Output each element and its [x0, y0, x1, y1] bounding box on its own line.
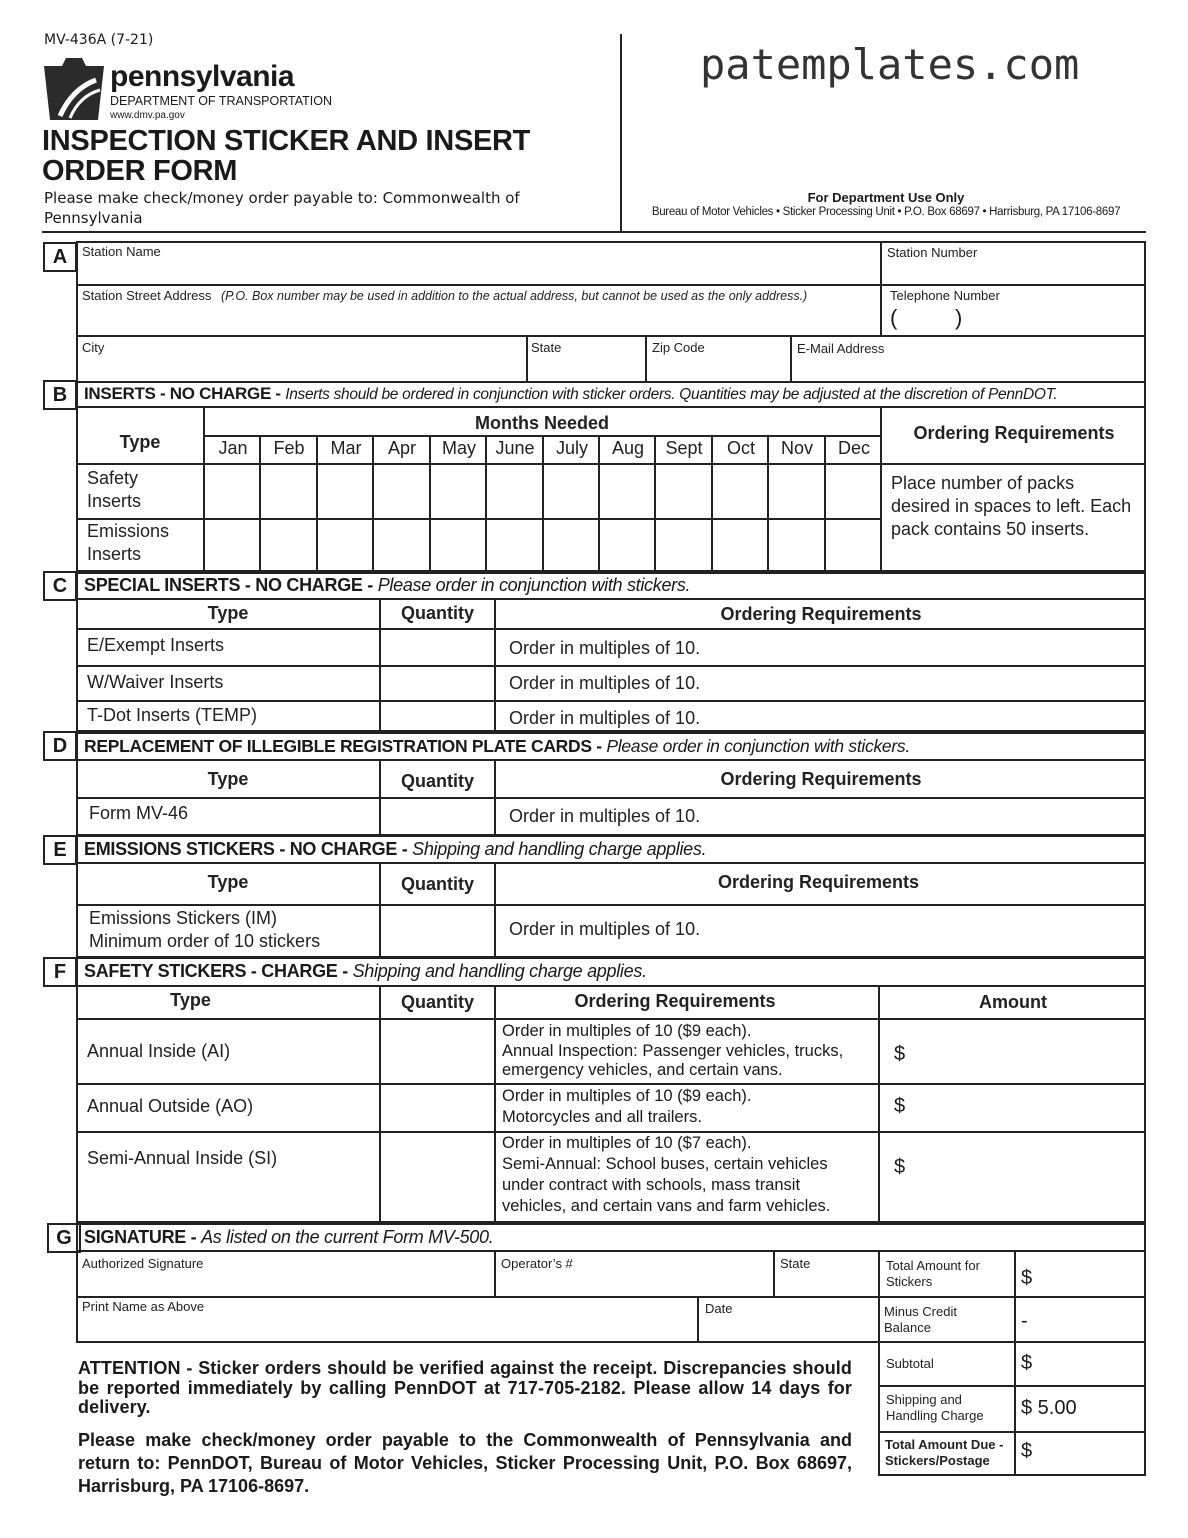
form-code: MV-436A (7-21) [44, 32, 154, 48]
attention-note: ATTENTION - Sticker orders should be verified against the receipt. Discrepancies should be reported immediately by calling PennDOT at 717-705-2182. Please allow 14 days for delivery. [78, 1358, 852, 1417]
g-state-field[interactable]: State [780, 1256, 811, 1271]
semi-annual-req1: Order in multiples of 10 ($7 each). [502, 1134, 752, 1152]
section-e-letter: E [43, 835, 77, 865]
station-name-field[interactable]: Station Name [82, 244, 161, 259]
section-b-title [84, 384, 1057, 404]
emissions-inserts-line1: Emissions [87, 521, 170, 541]
waiver-inserts-req: Order in multiples of 10. [509, 673, 701, 693]
form-title-line1: INSPECTION STICKER AND INSERT [42, 125, 531, 157]
annual-outside-req1: Order in multiples of 10 ($9 each). [502, 1087, 752, 1105]
month-header-2: Mar [330, 438, 362, 458]
semi-annual-req3: under contract with schools, mass transit [502, 1176, 801, 1194]
safety-insert-cell[interactable] [656, 465, 710, 518]
e-req-header: Ordering Requirements [717, 872, 920, 892]
street-address-note: (P.O. Box number may be used in addition to the actual address, but cannot be used as the only address.) [220, 289, 808, 303]
section-d-title [84, 736, 910, 757]
month-header-10: Nov [780, 438, 813, 458]
city-field[interactable]: City [82, 340, 105, 355]
emissions-insert-cell[interactable] [374, 520, 428, 570]
total-due-label [885, 1437, 1003, 1469]
telephone-field[interactable]: Telephone Number [890, 288, 1000, 303]
month-header-8: Sept [665, 438, 703, 458]
section-f-letter: F [43, 957, 77, 987]
e-type-header: Type [207, 872, 249, 892]
mv46-req: Order in multiples of 10. [509, 806, 701, 826]
zip-field[interactable]: Zip Code [652, 340, 705, 355]
section-b-note: Inserts should be ordered in conjunction with sticker orders. Quantities may be adjusted at the discretion of PennDOT. [285, 386, 1058, 403]
emissions-inserts-line2: Inserts [87, 544, 142, 564]
month-header-3: Apr [387, 438, 416, 458]
section-f-heading: SAFETY STICKERS - CHARGE - [84, 961, 353, 981]
print-name-field[interactable]: Print Name as Above [82, 1299, 205, 1314]
shipping-value: $ 5.00 [1021, 1397, 1077, 1419]
section-g-note: As listed on the current Form MV-500. [201, 1227, 494, 1247]
emissions-insert-cell[interactable] [205, 520, 259, 570]
date-field[interactable]: Date [705, 1301, 733, 1316]
safety-insert-cell[interactable] [205, 465, 259, 518]
total-stickers-label [886, 1258, 980, 1290]
annual-outside-req2: Motorcycles and all trailers. [502, 1108, 702, 1126]
section-c-letter: C [43, 571, 77, 601]
safety-inserts-line1: Safety [87, 468, 139, 488]
semi-annual-req [502, 1133, 830, 1217]
section-f-title [84, 961, 647, 982]
total-stickers-line1: Total Amount for [886, 1258, 980, 1273]
emissions-stickers-label [89, 907, 320, 953]
section-c-heading: SPECIAL INSERTS - NO CHARGE - [84, 575, 378, 595]
waiver-inserts-label: W/Waiver Inserts [87, 672, 224, 692]
emissions-insert-cell[interactable] [487, 520, 541, 570]
f-req-header: Ordering Requirements [574, 991, 776, 1011]
waiver-qty-input[interactable] [381, 667, 494, 700]
state-field[interactable]: State [531, 340, 562, 355]
watermark: patemplates.com [700, 40, 1080, 89]
mv46-label: Form MV-46 [89, 803, 189, 823]
phone-paren-close: ) [955, 305, 963, 330]
street-address-label: Station Street Address [82, 288, 212, 303]
month-header-6: July [555, 438, 588, 458]
section-f-note: Shipping and handling charge applies. [352, 961, 647, 981]
shipping-line1: Shipping and [886, 1392, 962, 1407]
safety-insert-cell[interactable] [826, 465, 880, 518]
section-e-note: Shipping and handling charge applies. [412, 839, 707, 859]
safety-inserts-label [87, 467, 141, 513]
tdot-qty-input[interactable] [381, 702, 494, 732]
annual-inside-qty-input[interactable] [381, 1020, 494, 1083]
emissions-insert-cell[interactable] [318, 520, 372, 570]
annual-inside-req3: emergency vehicles, and certain vans. [502, 1061, 783, 1079]
d-type-header: Type [207, 769, 249, 789]
section-c-note: Please order in conjunction with stickers. [377, 575, 691, 595]
b-req-header: Ordering Requirements [913, 423, 1115, 443]
semi-annual-label: Semi-Annual Inside (SI) [87, 1148, 278, 1168]
safety-insert-cell[interactable] [374, 465, 428, 518]
semi-annual-req4: vehicles, and certain vans and farm vehicles. [502, 1197, 831, 1215]
month-header-5: June [495, 438, 535, 458]
emissions-insert-cell[interactable] [826, 520, 880, 570]
section-d-note: Please order in conjunction with stickers. [606, 736, 910, 756]
section-b-heading: INSERTS - NO CHARGE - [84, 384, 286, 403]
annual-inside-label: Annual Inside (AI) [87, 1041, 231, 1061]
credit-balance-line2: Balance [884, 1320, 931, 1335]
safety-insert-cell[interactable] [487, 465, 541, 518]
credit-balance-value[interactable]: - [1021, 1310, 1028, 1332]
exempt-qty-input[interactable] [381, 630, 494, 665]
credit-balance-line1: Minus Credit [884, 1304, 957, 1319]
return-note: Please make check/money order payable to the Commonwealth of Pennsylvania and return to: PennDOT, Bureau of Motor Vehicles, Sticker Processing Unit, P.O. Box 68697, Harrisburg, PA 17106-8697. [78, 1430, 852, 1496]
credit-balance-label [884, 1304, 957, 1336]
safety-insert-cell[interactable] [713, 465, 767, 518]
emissions-insert-cell[interactable] [600, 520, 654, 570]
annual-inside-req1: Order in multiples of 10 ($9 each). [502, 1022, 752, 1040]
semi-annual-req2: Semi-Annual: School buses, certain vehicles [502, 1155, 828, 1173]
exempt-inserts-req: Order in multiples of 10. [509, 638, 701, 658]
c-qty-header: Quantity [400, 603, 474, 623]
section-e-heading: EMISSIONS STICKERS - NO CHARGE - [84, 839, 413, 859]
emissions-insert-cell[interactable] [544, 520, 598, 570]
emissions-insert-cell[interactable] [261, 520, 315, 570]
emissions-insert-cell[interactable] [769, 520, 823, 570]
section-d-letter: D [43, 731, 77, 761]
mv46-qty-input[interactable] [381, 799, 494, 835]
total-due-line2: Stickers/Postage [885, 1453, 990, 1468]
safety-insert-cell[interactable] [769, 465, 823, 518]
shipping-line2: Handling Charge [886, 1408, 984, 1423]
annual-inside-req [502, 1022, 843, 1081]
section-c-title [84, 575, 690, 596]
f-amount-header: Amount [979, 992, 1047, 1012]
total-due-line1: Total Amount Due - [885, 1437, 1004, 1452]
emissions-stickers-line1: Emissions Stickers (IM) [89, 908, 278, 928]
total-due-value[interactable]: $ [1021, 1440, 1033, 1462]
month-header-4: May [441, 438, 476, 458]
phone-paren-open: ( [890, 305, 898, 330]
section-a-letter: A [43, 242, 77, 272]
annual-outside-req [502, 1086, 751, 1128]
annual-outside-qty-input[interactable] [381, 1085, 494, 1131]
penndot-logo [42, 58, 342, 122]
form-title [42, 126, 530, 186]
b-req-text: Place number of packs desired in spaces to left. Each pack contains 50 inserts. [891, 473, 1132, 539]
d-qty-header: Quantity [400, 771, 474, 791]
payable-note: Please make check/money order payable to: Commonwealth of Pennsylvania [44, 189, 520, 227]
section-g-letter: G [47, 1223, 81, 1253]
authorized-signature-field[interactable]: Authorized Signature [82, 1256, 204, 1271]
emissions-insert-cell[interactable] [656, 520, 710, 570]
safety-insert-cell[interactable] [431, 465, 485, 518]
month-header-1: Feb [273, 438, 305, 458]
section-d-heading: REPLACEMENT OF ILLEGIBLE REGISTRATION PLATE CARDS - [84, 736, 607, 756]
emissions-insert-cell[interactable] [713, 520, 767, 570]
section-g-title [84, 1227, 493, 1248]
semi-annual-amount[interactable]: $ [894, 1156, 906, 1178]
safety-insert-cell[interactable] [544, 465, 598, 518]
month-header-11: Dec [837, 438, 870, 458]
emissions-stickers-line2: Minimum order of 10 stickers [89, 931, 321, 951]
section-e-title [84, 839, 706, 860]
street-address-field[interactable] [82, 288, 807, 303]
shipping-label [886, 1392, 984, 1424]
f-qty-header: Quantity [400, 992, 474, 1012]
logo-name: pennsylvania [110, 60, 295, 93]
subtotal-value[interactable]: $ [1021, 1352, 1033, 1374]
dept-use-label: For Department Use Only [807, 190, 965, 205]
b-type-header: Type [119, 432, 161, 452]
station-number-field[interactable]: Station Number [887, 245, 978, 260]
annual-outside-label: Annual Outside (AO) [87, 1096, 254, 1116]
e-qty-header: Quantity [400, 874, 474, 894]
annual-inside-amount[interactable]: $ [894, 1043, 906, 1065]
keystone-icon [42, 58, 106, 120]
safety-insert-cell[interactable] [318, 465, 372, 518]
annual-outside-amount[interactable]: $ [894, 1095, 906, 1117]
b-months-header: Months Needed [474, 413, 609, 433]
form-title-line2: ORDER FORM [42, 155, 238, 187]
email-field[interactable]: E-Mail Address [797, 341, 885, 356]
emissions-insert-cell[interactable] [431, 520, 485, 570]
annual-inside-req2: Annual Inspection: Passenger vehicles, trucks, [502, 1041, 844, 1060]
logo-url: www.dmv.pa.gov [110, 110, 185, 121]
bureau-address: Bureau of Motor Vehicles • Sticker Processing Unit • P.O. Box 68697 • Harrisburg, PA 17106-8697 [651, 206, 1121, 218]
safety-insert-cell[interactable] [261, 465, 315, 518]
emissions-stickers-req: Order in multiples of 10. [509, 919, 701, 939]
logo-dept: DEPARTMENT OF TRANSPORTATION [110, 94, 333, 108]
safety-insert-cell[interactable] [600, 465, 654, 518]
total-stickers-value[interactable]: $ [1021, 1267, 1033, 1289]
total-stickers-line2: Stickers [886, 1274, 933, 1289]
semi-annual-qty-input[interactable] [381, 1133, 494, 1221]
c-req-header: Ordering Requirements [720, 604, 922, 624]
c-type-header: Type [207, 603, 249, 623]
emissions-qty-input[interactable] [381, 906, 494, 956]
safety-inserts-line2: Inserts [87, 491, 142, 511]
operator-number-field[interactable]: Operator’s # [501, 1256, 573, 1271]
f-type-header: Type [170, 990, 211, 1010]
d-req-header: Ordering Requirements [720, 769, 922, 789]
month-header-0: Jan [218, 438, 248, 458]
section-b-letter: B [43, 380, 77, 410]
emissions-inserts-label [87, 520, 169, 566]
section-g-heading: SIGNATURE - [84, 1227, 202, 1247]
tdot-inserts-req: Order in multiples of 10. [509, 708, 701, 728]
tdot-inserts-label: T-Dot Inserts (TEMP) [87, 705, 258, 725]
section-a-box [76, 241, 1146, 383]
month-header-7: Aug [611, 438, 645, 458]
subtotal-label: Subtotal [886, 1356, 934, 1371]
exempt-inserts-label: E/Exempt Inserts [87, 635, 225, 655]
month-header-9: Oct [726, 438, 755, 458]
